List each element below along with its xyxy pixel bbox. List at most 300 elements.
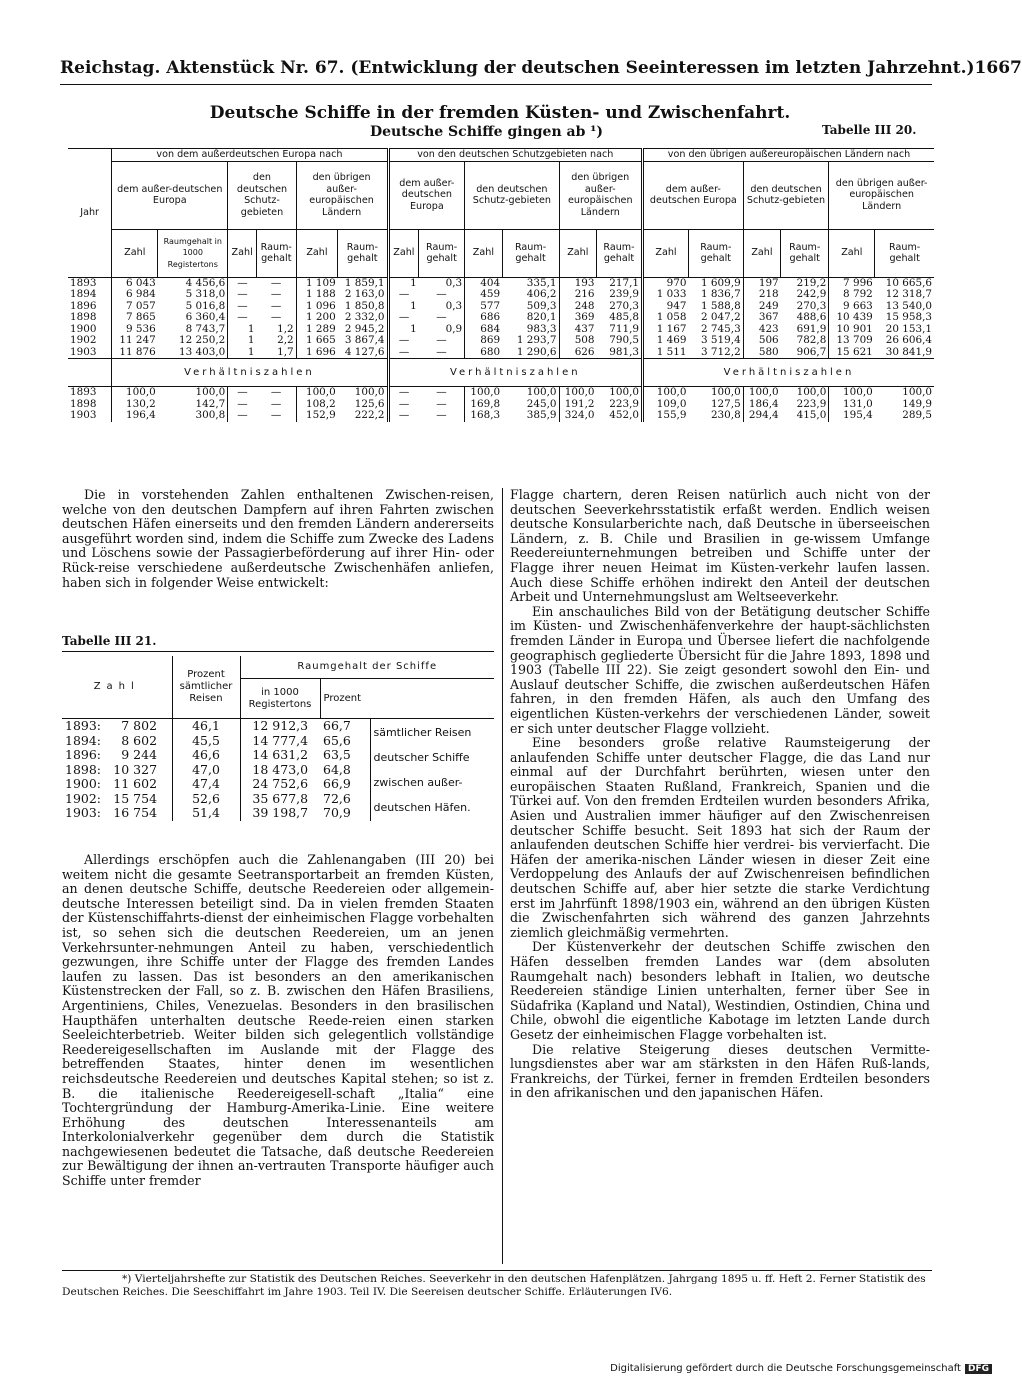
table-iii-21	[62, 656, 494, 821]
footnote: *) Vierteljahrshefte zur Statistik des Deutschen Reiches. Seeverkehr in den deutschen Hafenplätzen. Jahrgang 1895 u. ff. Heft 2. Ferner Statistik des Deutschen Reiches. Die Seeschiffahrt im Jahre 1903. Teil IV. Die Seereisen deutscher Schiffe. Erläuterungen IV6.	[62, 1273, 926, 1298]
table-cell: 8 743,7	[185, 322, 226, 335]
paragraph: Der Küstenverkehr der deutschen Schiffe zwischen den Häfen desselben fremden Landes war (dem absoluten Raumgehalt nach) besonders lebhaft in Italien, wo deutsche Reedereien ständige Linien unterhalten, ferner über See in Südafrika (Kapland und Natal), Westindien, Ostindien, China und Chile, obwohl die eigentliche Kabotage im letzten Lande durch Gesetz der einheimischen Flagge vorbehalten ist.	[510, 939, 930, 1042]
table-cell: 4 456,6	[185, 276, 226, 289]
subheader-zahl: Zahl	[559, 229, 596, 277]
table-cell: 239,9	[609, 288, 639, 300]
table-21-top-rule	[62, 651, 494, 652]
table-cell: 626	[559, 347, 596, 359]
table-cell: 13 709	[829, 335, 875, 347]
table-cell: 7 057	[112, 301, 158, 313]
table-cell: 580	[743, 347, 780, 359]
table-cell: 10 439	[829, 312, 875, 324]
table-cell: 289,5	[902, 409, 932, 421]
table-cell: 100,0	[643, 387, 689, 399]
dest-header: den deutschen Schutz-gebieten	[228, 161, 296, 229]
table-cell: 820,1	[526, 311, 557, 323]
table-cell: 100,0	[465, 387, 502, 399]
subheader-raumgehalt: Raum-gehalt	[502, 229, 559, 277]
table-cell: —	[270, 386, 282, 398]
t21-body	[62, 719, 494, 821]
subheader-raumgehalt: Raum-gehalt	[781, 229, 829, 277]
table-cell: 100,0	[526, 386, 557, 398]
subheader-zahl: Zahl	[829, 229, 875, 277]
group-header: von den deutschen Schutzgebieten nach	[388, 149, 642, 162]
table-cell: 1	[388, 324, 419, 336]
t21-cell: 18 473,0	[240, 763, 320, 778]
table-cell: 191,2	[559, 399, 596, 411]
table-cell: 193	[559, 277, 596, 289]
table-cell: 1 200	[296, 312, 338, 324]
table-cell: 782,8	[796, 334, 827, 346]
table-cell: 2 332,0	[344, 311, 385, 323]
table-cell: 790,5	[609, 334, 639, 346]
table-cell: 4 127,6	[344, 345, 385, 358]
table-cell: 0,3	[445, 276, 463, 289]
t21-note-line: zwischen außer-	[373, 775, 463, 789]
table-cell: —	[388, 312, 419, 324]
table-cell: 506	[743, 335, 780, 347]
t21-note-line: sämtlicher Reisen	[373, 725, 472, 739]
dest-header: dem außer-deutschen Europa	[388, 161, 465, 229]
table-cell: 100,0	[829, 387, 875, 399]
statistics-table	[68, 148, 934, 422]
table-cell: 155,9	[643, 410, 689, 422]
table-21	[62, 656, 494, 821]
table-cell: 270,3	[609, 299, 639, 312]
table-cell: 11 876	[112, 347, 158, 359]
t21-cell: 46,6	[172, 748, 240, 763]
t21-cell: 45,5	[172, 734, 240, 749]
table-cell: 369	[559, 312, 596, 324]
table-cell: 245,0	[526, 397, 557, 410]
table-cell: —	[228, 387, 257, 399]
table-cell: 947	[643, 301, 689, 313]
t21-cell: 64,8	[323, 761, 351, 777]
table-cell: 415,0	[796, 409, 827, 421]
table-cell: 1 609,9	[701, 276, 741, 289]
subheader-zahl: Zahl	[743, 229, 780, 277]
table-cell: 452,0	[609, 409, 639, 421]
page-header	[60, 58, 1022, 78]
table-row	[68, 335, 934, 347]
table-cell: 131,0	[829, 399, 875, 411]
t21-cell: 72,6	[323, 790, 351, 806]
table-iii-20	[68, 148, 934, 422]
table-cell: —	[228, 289, 257, 301]
table-cell: 7 996	[829, 277, 875, 289]
paragraph: Allerdings erschöpfen auch die Zahlenangaben (III 20) bei weitem nicht die gesamte Seetransportarbeit an fremden Küsten, an denen deutsche Schiffe, deutsche Reedereien oder allgemein-deutsche Interessen beteiligt sind. Da in vielen fremden Staaten der Küstenschiffahrts-dienst der einheimischen Flagge vorbehalten ist, so sehen sich die deutschen Reedereien, um an jenen Verkehrsunter-nehmungen Anteil zu haben, verschiedentlich gezwungen, ihre Schiffe unter der Flagge des fremden Landes laufen zu lassen. Das ist besonders an den amerikanischen Küstenstrecken der Fall, so z. B. zwischen den Häfen Brasiliens, Argentiniens, Chiles, Venezuelas. Besonders in den brasilischen Haupthäfen unterhalten deutsche Reede-reien einen starken Seeleichterbetrieb. Weiter bilden sich gelegentlich vollständige Reedereigesellschaften im Auslande mit der Flagge des betreffenden Staates, hinter denen im wesentlichen reichsdeutsche Reedereien und deutsches Kapital stehen; so ist z. B. die italienische Reedereigesell-schaft „Italia“ eine Tochtergründung der Hamburg-Amerika-Linie. Eine weitere Erhöhung des deutschen Interessenanteils am Interkolonialverkehr gegenüber dem durch die Statistik nachgewiesenen bedeutet die Tatsache, daß deutsche Reedereien zur Bewältigung der ihnen an-vertrauten Transporte häufiger auch Schiffe unter fremder	[62, 852, 494, 1189]
table-cell: 197	[743, 277, 780, 289]
year-cell: 1900	[70, 322, 97, 335]
col-jahr: Jahr	[68, 149, 112, 278]
right-column-text	[510, 488, 930, 1101]
subheader-raumgehalt: Raumgehalt in 1000 Registertons	[158, 229, 228, 277]
table-cell: 385,9	[526, 409, 557, 421]
table-cell: —	[388, 410, 419, 422]
t21-zahl: Zahl	[62, 656, 172, 719]
dest-header: den deutschen Schutz-gebieten	[743, 161, 829, 229]
t21-note	[370, 719, 494, 821]
table-cell: 270,3	[796, 299, 827, 312]
table-cell: 981,3	[609, 345, 639, 358]
table-cell: 335,1	[526, 276, 557, 289]
table-cell: 249	[743, 301, 780, 313]
table-cell: —	[436, 311, 447, 323]
dest-header: dem außer-deutschen Europa	[112, 161, 228, 229]
table-cell: 100,0	[112, 387, 158, 399]
table-cell: 13 540,0	[885, 299, 932, 312]
table-cell: 1 033	[643, 289, 689, 301]
year-cell: 1893	[70, 276, 97, 289]
left-column-text	[62, 853, 494, 1189]
t21-cell: 70,9	[323, 805, 351, 820]
t21-year: 1902:	[65, 790, 102, 806]
table-cell: —	[388, 399, 419, 411]
subheader-zahl: Zahl	[296, 229, 338, 277]
table-cell: 0,3	[445, 299, 463, 312]
t21-cell: 66,9	[323, 776, 351, 791]
table-cell: —	[388, 387, 419, 399]
section-title: Deutsche Schiffe in der fremden Küsten- und Zwischenfahrt.	[209, 103, 791, 123]
table-cell: 1	[388, 301, 419, 313]
dest-header: den übrigen außer-europäischen Ländern	[296, 161, 388, 229]
intro-paragraph: Die in vorstehenden Zahlen enthaltenen Zwischen-reisen, welche von den deutschen Dampfern auf ihren Fahrten zwischen deutschen Häfen einerseits und den fremden Ländern andererseits ausgeführt worden sind, indem die Schiffe zum Zwecke des Ladens und Löschens sowie der Passagierbeförderung auf ihrer Hin- oder Rück-reise verschiedene außerdeutsche Zwischenhäfen anliefen, haben sich in folgender Weise entwickelt:	[62, 487, 494, 590]
table-cell: 109,0	[643, 399, 689, 411]
table-cell: 12 318,7	[885, 288, 932, 300]
credit-text: Digitalisierung gefördert durch die Deutsche Forschungsgemeinschaft	[610, 1363, 961, 1374]
table-cell: 406,2	[526, 288, 557, 300]
table-cell: 691,9	[796, 322, 827, 335]
t21-cell: 46,1	[172, 719, 240, 734]
table-cell: 100,0	[902, 386, 932, 398]
t21-year: 1893:	[65, 718, 102, 733]
table-cell: 680	[465, 347, 502, 359]
t21-cell: 47,4	[172, 777, 240, 792]
t21-year: 1903:	[65, 805, 102, 820]
table-cell: 3 519,4	[701, 334, 741, 346]
subheader-raumgehalt: Raum-gehalt	[875, 229, 934, 277]
table-cell: 1 588,8	[701, 299, 741, 312]
table-cell: 1,7	[277, 345, 294, 358]
paragraph: Die relative Steigerung dieses deutschen Vermitte-lungsdienstes aber war am stärksten in den Häfen Ruß-lands, Frankreichs, der Türkei, ferner in fremden Erdteilen besonders in den afrikanischen und den japanischen Häfen.	[510, 1041, 930, 1101]
table-cell: 186,4	[743, 399, 780, 411]
year-cell: 1896	[70, 299, 97, 312]
table-body	[68, 277, 934, 359]
t21-cell: 12 912,3	[240, 719, 320, 734]
table-cell: 2 745,3	[701, 322, 741, 335]
paragraph: Ein anschauliches Bild von der Betätigung deutscher Schiffe im Küsten- und Zwischenhäfenverkehre der haupt-sächlichsten fremden Länder in Europa und Übersee liefert die nachfolgende geographisch gegliederte Übersicht für die Jahre 1893, 1898 und 1903 (Tabelle III 22). Sie zeigt gesondert sowohl den Ein- und Auslauf deutscher Schiffe, die zwischen außerdeutschen Häfen fahren, in den fremden Häfen, als auch den Umfang des eigentlichen Küsten-verkehrs der verschiedenen Länder, soweit er sich unter deutscher Flagge vollzieht.	[510, 603, 930, 736]
table-cell: —	[228, 312, 257, 324]
year-cell: 1898	[70, 311, 97, 323]
year-cell: 1894	[70, 288, 97, 300]
table-cell: 6 043	[112, 277, 158, 289]
t21-cell: 63,5	[323, 747, 351, 762]
table-cell: —	[388, 289, 419, 301]
table-cell: 169,8	[465, 399, 502, 411]
table-cell: —	[228, 399, 257, 411]
table-cell: 218	[743, 289, 780, 301]
year-cell: 1903	[70, 345, 97, 358]
header-title: Reichstag. Aktenstück Nr. 67. (Entwicklung der deutschen Seeinteressen im letzten Jahrzehnt.)	[60, 58, 975, 78]
table-cell: 294,4	[743, 410, 780, 422]
subheader-zahl: Zahl	[228, 229, 257, 277]
table-cell: 1 850,8	[344, 299, 385, 312]
table-cell: 1 096	[296, 301, 338, 313]
table-cell: 125,6	[354, 397, 385, 410]
table-cell: 230,8	[710, 409, 741, 421]
table-cell: 100,0	[296, 387, 338, 399]
table-cell: 217,1	[609, 276, 639, 289]
table-cell: 367	[743, 312, 780, 324]
table-cell: 2 163,0	[344, 288, 385, 300]
page-number: 1667	[974, 58, 1022, 78]
table-cell: 459	[465, 289, 502, 301]
t21-count: 11 602	[113, 776, 158, 791]
t21-year: 1896:	[65, 747, 102, 762]
table-cell: 1 696	[296, 347, 338, 359]
ratio-label: Verhältniszahlen	[723, 366, 855, 378]
table-cell: 223,9	[796, 397, 827, 410]
table-cell: —	[270, 276, 282, 289]
table-cell: 100,0	[559, 387, 596, 399]
ratio-body	[68, 387, 934, 422]
table-cell: 509,3	[526, 299, 557, 312]
table-cell: —	[270, 409, 282, 421]
table-cell: 1 188	[296, 289, 338, 301]
header-rule	[60, 84, 932, 85]
subheader-zahl: Zahl	[643, 229, 689, 277]
ratio-row	[68, 410, 934, 422]
year-cell: 1902	[70, 334, 97, 346]
subheader-raumgehalt: Raum-gehalt	[338, 229, 388, 277]
table-cell: 3 712,2	[701, 345, 741, 358]
table-cell: 1 109	[296, 277, 338, 289]
table-cell: 5 318,0	[185, 288, 226, 300]
table-cell: 1 836,7	[701, 288, 741, 300]
table-cell: 3 867,4	[344, 334, 385, 346]
table-cell: —	[436, 288, 447, 300]
table-cell: 1 293,7	[516, 334, 557, 346]
table-cell: 20 153,1	[885, 322, 932, 335]
table-cell: 100,0	[796, 386, 827, 398]
table-cell: 15 621	[829, 347, 875, 359]
table-cell: 130,2	[112, 399, 158, 411]
t21-cell: 14 777,4	[240, 734, 320, 749]
t21-cell: 65,6	[323, 732, 351, 748]
table-label: Tabelle III 20.	[822, 123, 917, 137]
year-cell: 1898	[70, 397, 97, 410]
table-cell: 242,9	[796, 288, 827, 300]
table-cell: 1 859,1	[344, 276, 385, 289]
table-cell: 1 290,6	[516, 345, 557, 358]
t21-count: 8 602	[121, 732, 158, 748]
table-cell: 100,0	[609, 386, 639, 398]
table-cell: 195,4	[829, 410, 875, 422]
table-cell: 6 984	[112, 289, 158, 301]
year-cell: 1893	[70, 386, 97, 398]
table-cell: 10 901	[829, 324, 875, 336]
t21-count: 9 244	[121, 747, 158, 762]
table-cell: 168,3	[465, 410, 502, 422]
t21-cell: 24 752,6	[240, 777, 320, 792]
table-cell: 196,4	[112, 410, 158, 422]
table-cell: 11 247	[112, 335, 158, 347]
table-cell: 684	[465, 324, 502, 336]
table-cell: 983,3	[526, 322, 557, 335]
table-cell: 216	[559, 289, 596, 301]
t21-raum1000: in 1000 Registertons	[240, 679, 320, 719]
t21-cell: 51,4	[172, 806, 240, 821]
year-cell: 1903	[70, 409, 97, 421]
t21-prozent: Prozent sämtlicher Reisen	[172, 656, 240, 719]
subheader-zahl: Zahl	[388, 229, 419, 277]
table-cell: 324,0	[559, 410, 596, 422]
column-divider	[502, 488, 503, 1264]
table-cell: 248	[559, 301, 596, 313]
dest-header: den übrigen außer-europäischen Ländern	[559, 161, 642, 229]
footnote-rule	[62, 1270, 932, 1271]
table-cell: 686	[465, 312, 502, 324]
t21-cell: 35 677,8	[240, 792, 320, 807]
table-cell: 6 360,4	[185, 311, 226, 323]
table-cell: 30 841,9	[885, 345, 932, 358]
table-cell: 1,2	[277, 322, 294, 335]
subheader-raumgehalt: Raum-gehalt	[597, 229, 643, 277]
t21-raum: Raumgehalt der Schiffe	[240, 656, 494, 679]
table-cell: 100,0	[743, 387, 780, 399]
table-row	[68, 289, 934, 301]
table-cell: 10 665,6	[885, 276, 932, 289]
table-cell: 219,2	[796, 276, 827, 289]
subheader-zahl: Zahl	[112, 229, 158, 277]
t21-count: 16 754	[113, 805, 158, 820]
table-cell: 15 958,3	[885, 311, 932, 323]
table-cell: 711,9	[609, 322, 639, 335]
table-cell: 100,0	[354, 386, 385, 398]
t21-year: 1894:	[65, 732, 102, 748]
table-cell: 1	[228, 324, 257, 336]
table-cell: 223,9	[609, 397, 639, 410]
ratio-row	[68, 387, 934, 399]
table-cell: —	[388, 347, 419, 359]
table-cell: —	[388, 335, 419, 347]
table-cell: 970	[643, 277, 689, 289]
t21-count: 7 802	[121, 718, 158, 733]
dfg-logo: DFG	[965, 1364, 992, 1374]
table-cell: 508	[559, 335, 596, 347]
table-cell: 1 469	[643, 335, 689, 347]
group-header: von den übrigen außereuropäischen Ländern nach	[643, 149, 935, 162]
table-cell: 1	[228, 347, 257, 359]
t21-cell: 39 198,7	[240, 806, 320, 821]
table-cell: 577	[465, 301, 502, 313]
table-cell: 149,9	[902, 397, 932, 410]
t21-row	[62, 719, 494, 734]
table-cell: 485,8	[609, 311, 639, 323]
table-cell: —	[436, 409, 447, 421]
t21-cell: 47,0	[172, 763, 240, 778]
dest-header: den deutschen Schutz-gebieten	[465, 161, 559, 229]
table-cell: —	[436, 345, 447, 358]
table-cell: 869	[465, 335, 502, 347]
table-cell: 127,5	[710, 397, 741, 410]
table-cell: —	[228, 301, 257, 313]
table-cell: —	[270, 311, 282, 323]
table-cell: 142,7	[195, 397, 226, 410]
subheader-raumgehalt: Raum-gehalt	[688, 229, 743, 277]
table-cell: —	[436, 386, 447, 398]
table-cell: 100,0	[195, 386, 226, 398]
t21-count: 10 327	[113, 761, 158, 777]
table-cell: —	[270, 288, 282, 300]
table-cell: 108,2	[296, 399, 338, 411]
t21-cell: 66,7	[323, 718, 351, 733]
table-cell: 437	[559, 324, 596, 336]
t21-cell: 52,6	[172, 792, 240, 807]
table-cell: 0,9	[445, 322, 463, 335]
dest-header: dem außer-deutschen Europa	[643, 161, 744, 229]
table-cell: 2 047,2	[701, 311, 741, 323]
table-cell: 7 865	[112, 312, 158, 324]
t21-count: 15 754	[113, 790, 158, 806]
table-cell: 9 663	[829, 301, 875, 313]
table-cell: 1 289	[296, 324, 338, 336]
table-cell: 488,6	[796, 311, 827, 323]
table-cell: 12 250,2	[179, 334, 226, 346]
subheader-raumgehalt: Raum-gehalt	[419, 229, 465, 277]
table-row	[68, 347, 934, 359]
table-cell: 1 665	[296, 335, 338, 347]
paragraph: Eine besonders große relative Raumsteigerung der anlaufenden Schiffe unter deutscher Flagge, die das Land nur einmal auf der Durchfahrt berührten, wiesen unter den europäischen Staaten Rußland, Frankreich, Spanien und die Türkei auf. Von den fremden Erdteilen wurden besonders Afrika, Asien und Australien immer häufiger auf den Zwischenreisen deutscher Schiffe besucht. Seit 1893 hat sich der Raum der anlaufenden deutschen Schiffe hier verdrei- bis vervierfacht. Die Häfen der amerika-nischen Länder wiesen in dieser Zeit eine Verdoppelung des Anlaufs der auf Zwischenreisen befindlichen deutschen Schiffe auf, aber hier setzte die starke Verdichtung erst im Jahrfünft 1898/1903 ein, während an den übrigen Küsten die Zwischenfahrten sich während des ganzen Jahrzehnts ziemlich gleichmäßig vermehrten.	[510, 735, 930, 940]
table-cell: 423	[743, 324, 780, 336]
group-header: von dem außerdeutschen Europa nach	[112, 149, 388, 162]
table-cell: 1 511	[643, 347, 689, 359]
t21-cell: 14 631,2	[240, 748, 320, 763]
table-cell: 13 403,0	[179, 345, 226, 358]
table-cell: 1 058	[643, 312, 689, 324]
table-21-label: Tabelle III 21.	[62, 634, 157, 648]
table-cell: —	[228, 410, 257, 422]
subheader-zahl: Zahl	[465, 229, 502, 277]
table-cell: 1 167	[643, 324, 689, 336]
table-cell: —	[270, 397, 282, 410]
table-cell: 1	[228, 335, 257, 347]
t21-note-line: deutscher Schiffe	[373, 750, 470, 764]
table-cell: 222,2	[354, 409, 385, 421]
table-cell: 300,8	[195, 409, 226, 421]
t21-note-line: deutschen Häfen.	[373, 800, 471, 814]
table-cell: —	[436, 334, 447, 346]
table-cell: 26 606,4	[885, 334, 932, 346]
table-cell: 9 536	[112, 324, 158, 336]
dest-header: den übrigen außer-europäischen Ländern	[829, 161, 934, 229]
credit-line	[610, 1363, 992, 1374]
t21-year: 1900:	[65, 776, 102, 791]
table-row	[68, 312, 934, 324]
table-cell: 2 945,2	[344, 322, 385, 335]
table-cell: —	[228, 277, 257, 289]
table-cell: 100,0	[710, 386, 741, 398]
subheader-row	[68, 229, 934, 277]
table-cell: 5 016,8	[185, 299, 226, 312]
table-cell: 152,9	[296, 410, 338, 422]
left-intro	[62, 488, 494, 590]
table-cell: 8 792	[829, 289, 875, 301]
ratio-label: Verhältniszahlen	[449, 366, 581, 378]
paragraph: Flagge chartern, deren Reisen natürlich auch nicht von der deutschen Seeverkehrsstatistik erfaßt werden. Endlich weisen deutsche Konsularberichte nach, daß Deutsche in überseeischen Ländern, z. B. Chile und Brasilien in ge-wissem Umfange Reedereiunternehmungen betreiben und Schiffe unter der Flagge ihrer neuen Heimat im Küsten-verkehr laufen lassen. Auch diese Schiffe erhöhen indirekt den Anteil der deutschen Arbeit und Unternehmungslust am Weltseeverkehr.	[510, 487, 930, 605]
ratio-label: Verhältniszahlen	[184, 366, 315, 378]
table-cell: 404	[465, 277, 502, 289]
